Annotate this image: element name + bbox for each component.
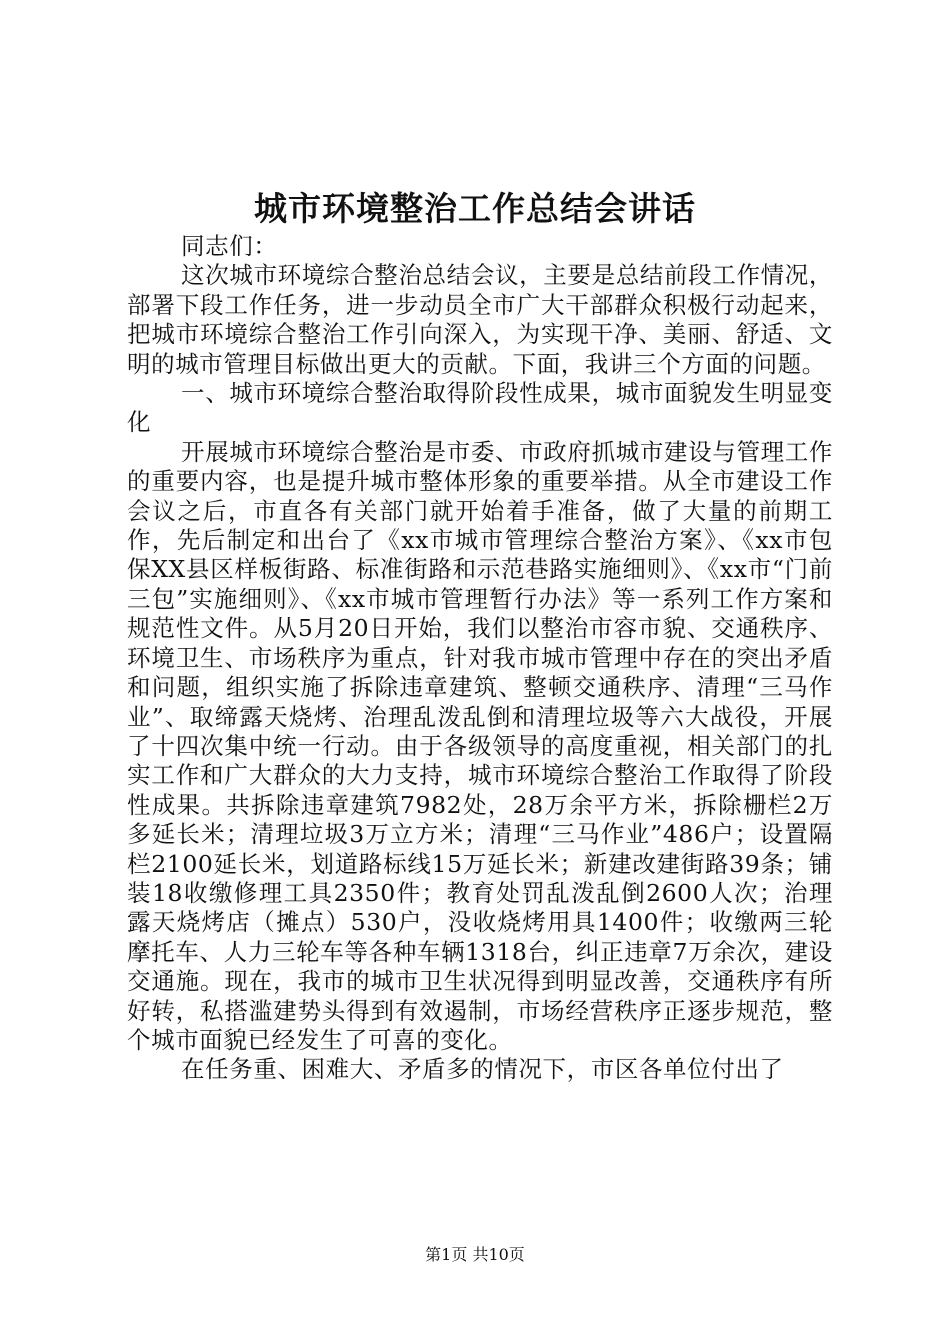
page-number-footer: 第1页 共10页	[425, 1245, 525, 1264]
document-title: 城市环境整治工作总结会讲话	[254, 189, 696, 228]
section-heading-1: 一、城市环境综合整治取得阶段性成果，城市面貌发生明显变化	[127, 379, 833, 437]
paragraph-continuation: 在任务重、困难大、矛盾多的情况下，市区各单位付出了	[181, 1055, 784, 1084]
paragraph-intro: 这次城市环境综合整治总结会议，主要是总结前段工作情况，部署下段工作任务，进一步动员全市广大干部群众积极行动起来，把城市环境综合整治工作引向深入，为实现干净、美丽、舒适、文明的城市管理目标做出更大的贡献。下面，我讲三个方面的问题。	[127, 261, 833, 378]
document-body	[127, 232, 833, 1085]
paragraph-achievements: 开展城市环境综合整治是市委、市政府抓城市建设与管理工作的重要内容，也是提升城市整体形象的重要举措。从全市建设工作会议之后，市直各有关部门就开始着手准备，做了大量的前期工作，先后制定和出台了《xx市城市管理综合整治方案》、《xx市包保XX县区样板街路、标准街路和示范巷路实施细则》、《xx市“门前三包”实施细则》、《xx市城市管理暂行办法》等一系列工作方案和规范性文件。从5月20日开始，我们以整治市容市貌、交通秩序、环境卫生、市场秩序为重点，针对我市城市管理中存在的突出矛盾和问题，组织实施了拆除违章建筑、整顿交通秩序、清理“三马作业”、取缔露天烧烤、治理乱泼乱倒和清理垃圾等六大战役，开展了十四次集中统一行动。由于各级领导的高度重视，相关部门的扎实工作和广大群众的大力支持，城市环境综合整治工作取得了阶段性成果。共拆除违章建筑7982处，28万余平方米，拆除栅栏2万多延长米；清理垃圾3万立方米；清理“三马作业”486户；设置隔栏2100延长米，划道路标线15万延长米；新建改建街路39条；铺装18收缴修理工具2350件；教育处罚乱泼乱倒2600人次；治理露天烧烤店（摊点）530户，没收烧烤用具1400件；收缴两三轮摩托车、人力三轮车等各种车辆1318台，纠正违章7万余次，建设交通施。现在，我市的城市卫生状况得到明显改善，交通秩序有所好转，私搭滥建势头得到有效遏制，市场经营秩序正逐步规范，整个城市面貌已经发生了可喜的变化。	[127, 437, 833, 1054]
salutation: 同志们：	[181, 232, 278, 260]
